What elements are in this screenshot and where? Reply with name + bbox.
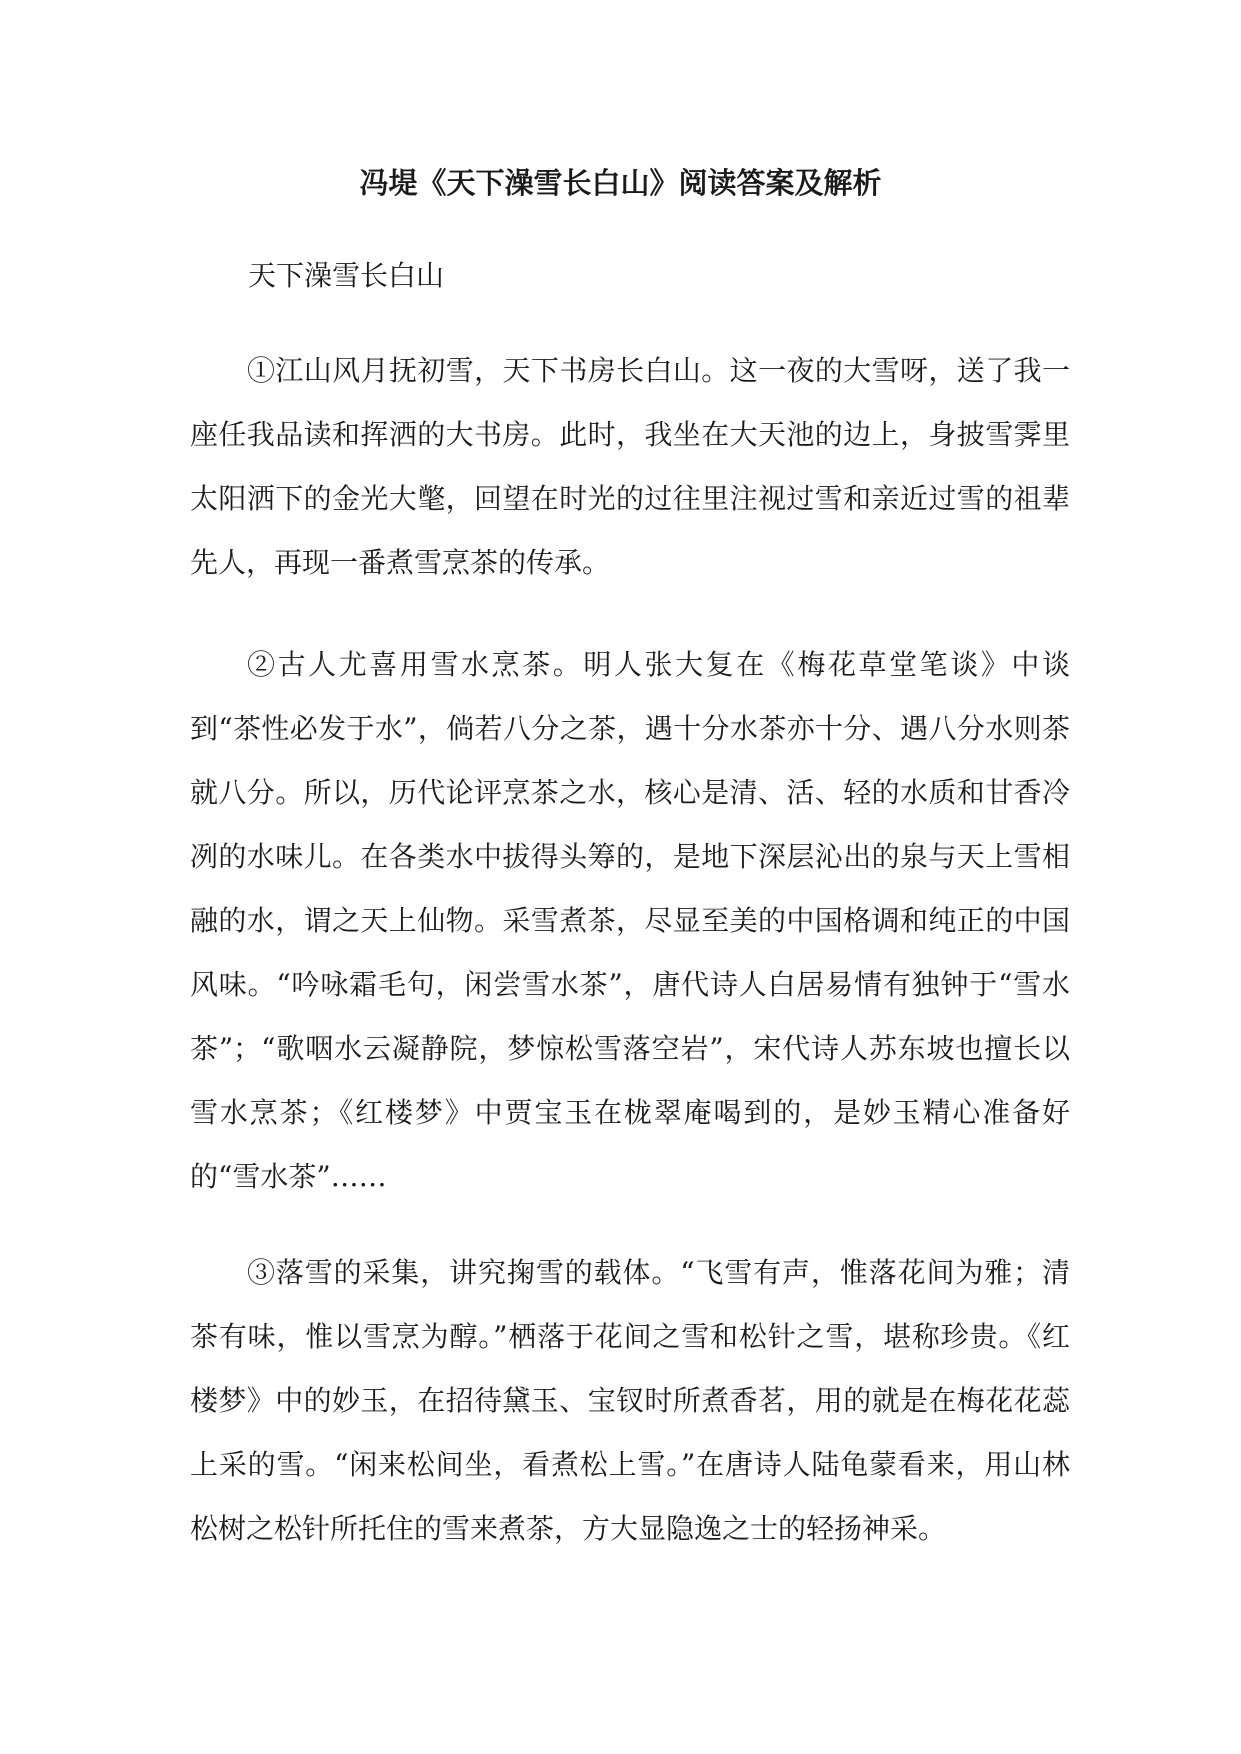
paragraph-1: ①江山风月抚初雪，天下书房长白山。这一夜的大雪呀，送了我一座任我品读和挥洒的大书房。此时，我坐在大天池的边上，身披雪霁里太阳洒下的金光大氅，回望在时光的过往里注视过雪和亲近过雪的祖辈先人，再现一番煮雪烹茶的传承。: [190, 354, 1070, 579]
paragraph-2: ②古人尤喜用雪水烹茶。明人张大复在《梅花草堂笔谈》中谈到“茶性必发于水”，倘若八分之茶，遇十分水茶亦十分、遇八分水则茶就八分。所以，历代论评烹茶之水，核心是清、活、轻的水质和甘香冷冽的水味儿。在各类水中拔得头筹的，是地下深层沁出的泉与天上雪相融的水，谓之天上仙物。采雪煮茶，尽显至美的中国格调和纯正的中国风味。“吟咏霜毛句，闲尝雪水茶”，唐代诗人白居易情有独钟于“雪水茶”；“歌咽水云凝静院，梦惊松雪落空岩”，宋代诗人苏东坡也擅长以雪水烹茶；《红楼梦》中贾宝玉在栊翠庵喝到的，是妙玉精心准备好的“雪水茶”……: [190, 648, 1070, 1193]
document-title: 冯堤《天下澡雪长白山》阅读答案及解析: [359, 166, 882, 200]
paragraph-3: ③落雪的采集，讲究掬雪的载体。“飞雪有声，惟落花间为雅；清茶有味，惟以雪烹为醇。”栖落于花间之雪和松针之雪，堪称珍贵。《红楼梦》中的妙玉，在招待黛玉、宝钗时所煮香茗，用的就是在梅花花蕊上采的雪。“闲来松间坐，看煮松上雪。”在唐诗人陆龟蒙看来，用山林松树之松针所托住的雪来煮茶，方大显隐逸之士的轻扬神采。: [190, 1256, 1070, 1545]
article-subtitle: 天下澡雪长白山: [248, 259, 445, 292]
